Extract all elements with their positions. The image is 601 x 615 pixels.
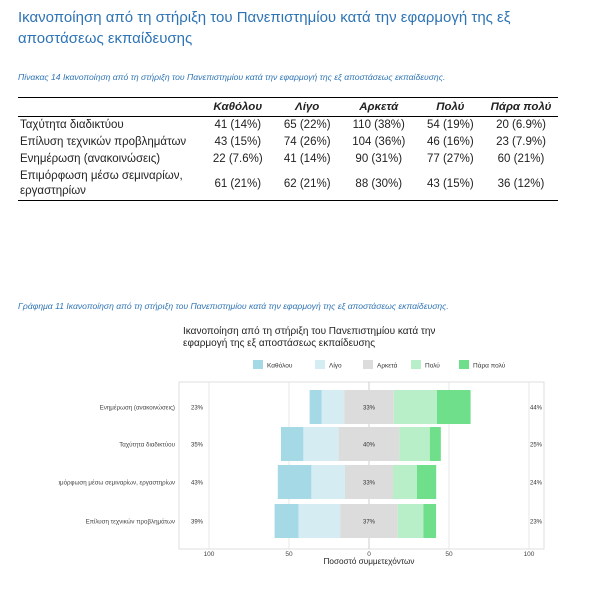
- bar-segment: [275, 504, 299, 538]
- bar-segment: [281, 427, 303, 461]
- legend-swatch: [253, 360, 263, 369]
- legend-label: Πάρα πολύ: [473, 362, 506, 370]
- table-cell: 20 (6.9%): [496, 119, 546, 131]
- bar-segment: [399, 427, 429, 461]
- bar-segment: [278, 465, 312, 499]
- table-header-row: [18, 98, 558, 117]
- legend-swatch: [459, 360, 469, 369]
- table-row: [18, 117, 558, 135]
- left-percent-label: 35%: [190, 442, 204, 449]
- legend-swatch: [411, 360, 421, 369]
- table-cell: 43 (15%): [214, 136, 262, 148]
- table-header-cell: [18, 98, 202, 117]
- chart-title: Ικανοποίηση από τη στήριξη του Πανεπιστημίου κατά την: [183, 326, 436, 337]
- table-cell: 62 (21%): [274, 168, 341, 201]
- x-tick-label: 50: [285, 551, 293, 558]
- table-row: [18, 151, 558, 168]
- category-label: Επιμόρφωση μέσω σεμιναρίων, εργαστηρίων: [58, 479, 175, 487]
- legend-swatch: [363, 360, 373, 369]
- satisfaction-table: [18, 97, 558, 201]
- table-header-cell: Λίγο: [274, 98, 341, 117]
- legend-label: Πολύ: [425, 362, 440, 370]
- chart-svg: [58, 320, 558, 570]
- table-cell: Ταχύτητα διαδικτύου: [20, 119, 124, 131]
- bar-segment: [310, 390, 322, 424]
- likert-chart: [58, 320, 558, 570]
- bar-segment: [322, 390, 344, 424]
- table-cell: 61 (21%): [202, 168, 274, 201]
- bar-segment: [394, 390, 437, 424]
- table-row: [18, 134, 558, 151]
- chart-title: εφαρμογή της εξ αποστάσεως εκπαίδευσης: [183, 338, 376, 349]
- table-cell: 22 (7.6%): [212, 153, 263, 165]
- bar-segment: [299, 504, 341, 538]
- table-cell: 90 (31%): [355, 153, 403, 165]
- x-tick-label: 50: [445, 551, 453, 558]
- bar-segment: [430, 427, 441, 461]
- x-axis-label: Ποσοστό συμμετεχόντων: [323, 557, 415, 566]
- table-cell: 36 (12%): [484, 168, 558, 201]
- table-cell: 77 (27%): [426, 153, 474, 165]
- table-cell: 88 (30%): [341, 168, 417, 201]
- center-percent-label: 33%: [362, 405, 376, 412]
- center-percent-label: 33%: [362, 480, 376, 487]
- table-cell: 41 (14%): [214, 119, 262, 131]
- table-cell: 74 (26%): [283, 136, 331, 148]
- table-cell: Επίλυση τεχνικών προβλημάτων: [20, 136, 187, 148]
- right-percent-label: 25%: [529, 442, 543, 449]
- section-heading: Ικανοποίηση από τη στήριξη του Πανεπιστημίου κατά την εφαρμογή της εξ αποστάσεως εκπαίδευσης: [18, 9, 511, 47]
- table-header-cell: Πολύ: [417, 98, 484, 117]
- table-cell: 110 (38%): [352, 119, 405, 131]
- bar-segment: [417, 465, 436, 499]
- bar-segment: [393, 465, 417, 499]
- table-row: [18, 168, 558, 201]
- x-tick-label: 0: [367, 551, 371, 558]
- bar-segment: [398, 504, 424, 538]
- legend-label: Καθόλου: [267, 362, 293, 370]
- legend-label: Αρκετά: [377, 362, 398, 370]
- right-percent-label: 23%: [529, 519, 543, 526]
- left-percent-label: 39%: [190, 519, 204, 526]
- table-cell: Επιμόρφωση μέσω σεμιναρίων, εργαστηρίων: [18, 168, 202, 201]
- table-cell: 104 (36%): [352, 136, 406, 148]
- right-percent-label: 44%: [529, 405, 543, 412]
- x-tick-label: 100: [523, 551, 535, 558]
- category-label: Ταχύτητα διαδικτύου: [119, 441, 175, 449]
- table-cell: 60 (21%): [497, 153, 545, 165]
- table-header-cell: Καθόλου: [202, 98, 274, 117]
- table-cell: 41 (14%): [283, 153, 331, 165]
- center-percent-label: 40%: [362, 442, 376, 449]
- chart-caption: Γράφημα 11 Ικανοποίηση από τη στήριξη του Πανεπιστημίου κατά την εφαρμογή της εξ αποστάσεως εκπαίδευσης.: [18, 301, 449, 311]
- left-percent-label: 23%: [190, 405, 204, 412]
- x-tick-label: 100: [203, 551, 215, 558]
- table-cell: Ενημέρωση (ανακοινώσεις): [20, 153, 161, 165]
- left-percent-label: 43%: [190, 480, 204, 487]
- center-percent-label: 37%: [362, 519, 376, 526]
- bar-segment: [303, 427, 338, 461]
- table-header-cell: Πάρα πολύ: [484, 98, 558, 117]
- table-cell: 46 (16%): [426, 136, 474, 148]
- table-cell: 65 (22%): [283, 119, 331, 131]
- legend-label: Λίγο: [329, 362, 342, 370]
- table-cell: 23 (7.9%): [496, 136, 546, 148]
- bar-segment: [423, 504, 436, 538]
- table-cell: 43 (15%): [417, 168, 484, 201]
- legend-swatch: [315, 360, 325, 369]
- category-label: Επίλυση τεχνικών προβλημάτων: [85, 518, 175, 526]
- table-cell: 54 (19%): [426, 119, 474, 131]
- right-percent-label: 24%: [529, 480, 543, 487]
- table-header-cell: Αρκετά: [341, 98, 417, 117]
- bar-segment: [437, 390, 471, 424]
- category-label: Ενημέρωση (ανακοινώσεις): [99, 404, 175, 412]
- table-caption: Πίνακας 14 Ικανοποίηση από τη στήριξη του Πανεπιστημίου κατά την εφαρμογή της εξ αποστάσεως εκπαίδευσης.: [18, 72, 446, 82]
- bar-segment: [311, 465, 345, 499]
